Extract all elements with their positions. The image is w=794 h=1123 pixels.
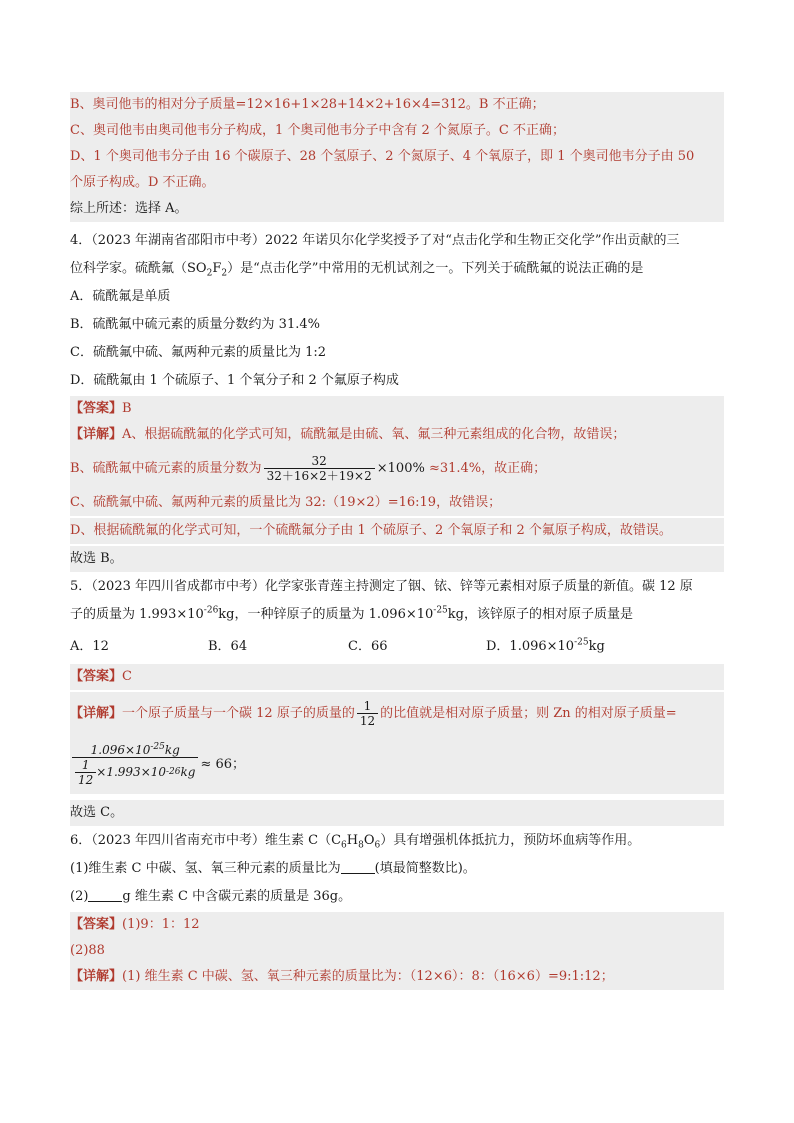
q4-detail-b: B、硫酰氟中硫元素的质量分数为 $\frac{32}{32+16\times 2+19\times 2}$ ×100% ≈31.4%，故正确；: [70, 448, 724, 490]
q6-part1: (1)维生素 C 中碳、氢、氧三种元素的质量比为 (填最简整数比)。: [70, 861, 476, 876]
answer-blank: [88, 887, 122, 902]
q4-answer: [70, 396, 724, 422]
q3-option-d-explanation-line2: 个原子构成。D 不正确。: [70, 170, 724, 196]
q4-stem-text-a: 位科学家。硫酰氟（: [70, 261, 188, 276]
answer-label: 【答案】: [70, 401, 123, 416]
one-twelfth-fraction: $\frac{1}{12}$: [357, 699, 378, 728]
q5-option-a: A．12: [70, 639, 109, 654]
q5-options: [70, 634, 724, 660]
detail-label: 【详解】: [70, 427, 123, 442]
q5-stem-line2: 子的质量为 $1.993\times 10^{-26}kg$，一种锌原子的质量为 $1.096\times 10^{-25}kg$，该锌原子的相对原子质量是: [70, 605, 633, 622]
q4-option-b: B．硫酰氟中硫元素的质量分数约为 31.4%: [70, 317, 320, 332]
q4-detail-c: C、硫酰氟中硫、氟两种元素的质量比为 32:（19×2）=16:19，故错误；: [70, 490, 724, 516]
detail-label: 【详解】: [70, 969, 123, 984]
detail-label: 【详解】: [70, 706, 123, 721]
q4-formula: $SO_2F_2$: [187, 261, 228, 279]
mass-fraction: $\frac{32}{32+16\times 2+19\times 2}$: [264, 454, 375, 483]
q4-option-a: A．硫酰氟是单质: [70, 289, 171, 304]
q4-stem-line2: [70, 256, 724, 282]
q3-option-b-explanation: B、奥司他韦的相对分子质量=12×16+1×28+14×2+16×4=312。B 不正确；: [70, 92, 724, 118]
q5-calculation: $1.096\times 10^{-25}kg$ $\frac{1}{12}$ ×1.993×10 -26 kg ≈ 66；: [70, 736, 724, 794]
q5-option-b: B．64: [208, 639, 248, 654]
answer-blank: [341, 859, 375, 874]
q4-detail-a: 【详解】A、根据硫酰氟的化学式可知，硫酰氟是由硫、氧、氟三种元素组成的化合物，故错误；: [70, 422, 724, 448]
q6-detail: 【详解】(1) 维生素 C 中碳、氢、氧三种元素的质量比为：（12×6）：8：（16×6）=9:1:12；: [70, 964, 724, 990]
q5-option-c: C．66: [348, 639, 388, 654]
q6-stem: 6．（2023 年四川省南充市中考）维生素 $C(C_6H_8O_6)$具有增强机体抵抗力，预防坏血病等作用。: [70, 833, 641, 851]
q4-option-d: D．硫酰氟由 1 个硫原子、1 个氧分子和 2 个氟原子构成: [70, 373, 399, 388]
q5-option-d: D．$1.096\times 10^{-25}kg$: [486, 637, 605, 654]
q6-answer-line1: [70, 912, 724, 938]
q6-part2: (2) g 维生素 C 中含碳元素的质量是 36g。: [70, 889, 352, 904]
answer-value: C: [122, 669, 132, 684]
q4-detail-d: D、根据硫酰氟的化学式可知，一个硫酰氟分子由 1 个硫原子、2 个氧原子和 2 个氟原子构成，故错误。: [70, 518, 724, 544]
answer-label: 【答案】: [70, 669, 123, 684]
q5-stem-line1: 5．（2023 年四川省成都市中考）化学家张青莲主持测定了铟、铱、锌等元素相对原子质量的新值。碳 12 原: [70, 579, 693, 594]
answer-label: 【答案】: [70, 917, 123, 932]
q4-option-c: C．硫酰氟中硫、氟两种元素的质量比为 1:2: [70, 345, 327, 360]
q3-option-d-explanation-line1: D、1 个奥司他韦分子由 16 个碳原子、28 个氢原子、2 个氮原子、4 个氧原子，即 1 个奥司他韦分子由 50: [70, 144, 724, 170]
q6-answer-line2: (2)88: [70, 938, 724, 964]
answer-value: (1)9：1：12: [122, 917, 200, 932]
relative-mass-fraction: $1.096\times 10^{-25}kg$ $\frac{1}{12}$ ×1.993×10 -26 kg: [72, 743, 198, 787]
q4-stem-line1: 4．（2023 年湖南省邵阳市中考）2022 年诺贝尔化学奖授予了对“点击化学和生物正交化学”作出贡献的三: [70, 233, 680, 248]
q3-option-c-explanation: C、奥司他韦由奥司他韦分子构成，1 个奥司他韦分子中含有 2 个氮原子。C 不正确；: [70, 118, 724, 144]
q5-conclusion: 故选 C。: [70, 800, 724, 826]
q5-answer: [70, 664, 724, 690]
q4-stem-text-b: ）是“点击化学”中常用的无机试剂之一。下列关于硫酰氟的说法正确的是: [227, 261, 644, 276]
answer-value: B: [122, 401, 132, 416]
q4-conclusion: 故选 B。: [70, 546, 724, 572]
q3-summary: 综上所述：选择 A。: [70, 196, 724, 222]
q5-detail-line1: 【详解】一个原子质量与一个碳 12 原子的质量的 $\frac{1}{12}$ 的比值就是相对原子质量；则 Zn 的相对原子质量=: [70, 692, 724, 736]
